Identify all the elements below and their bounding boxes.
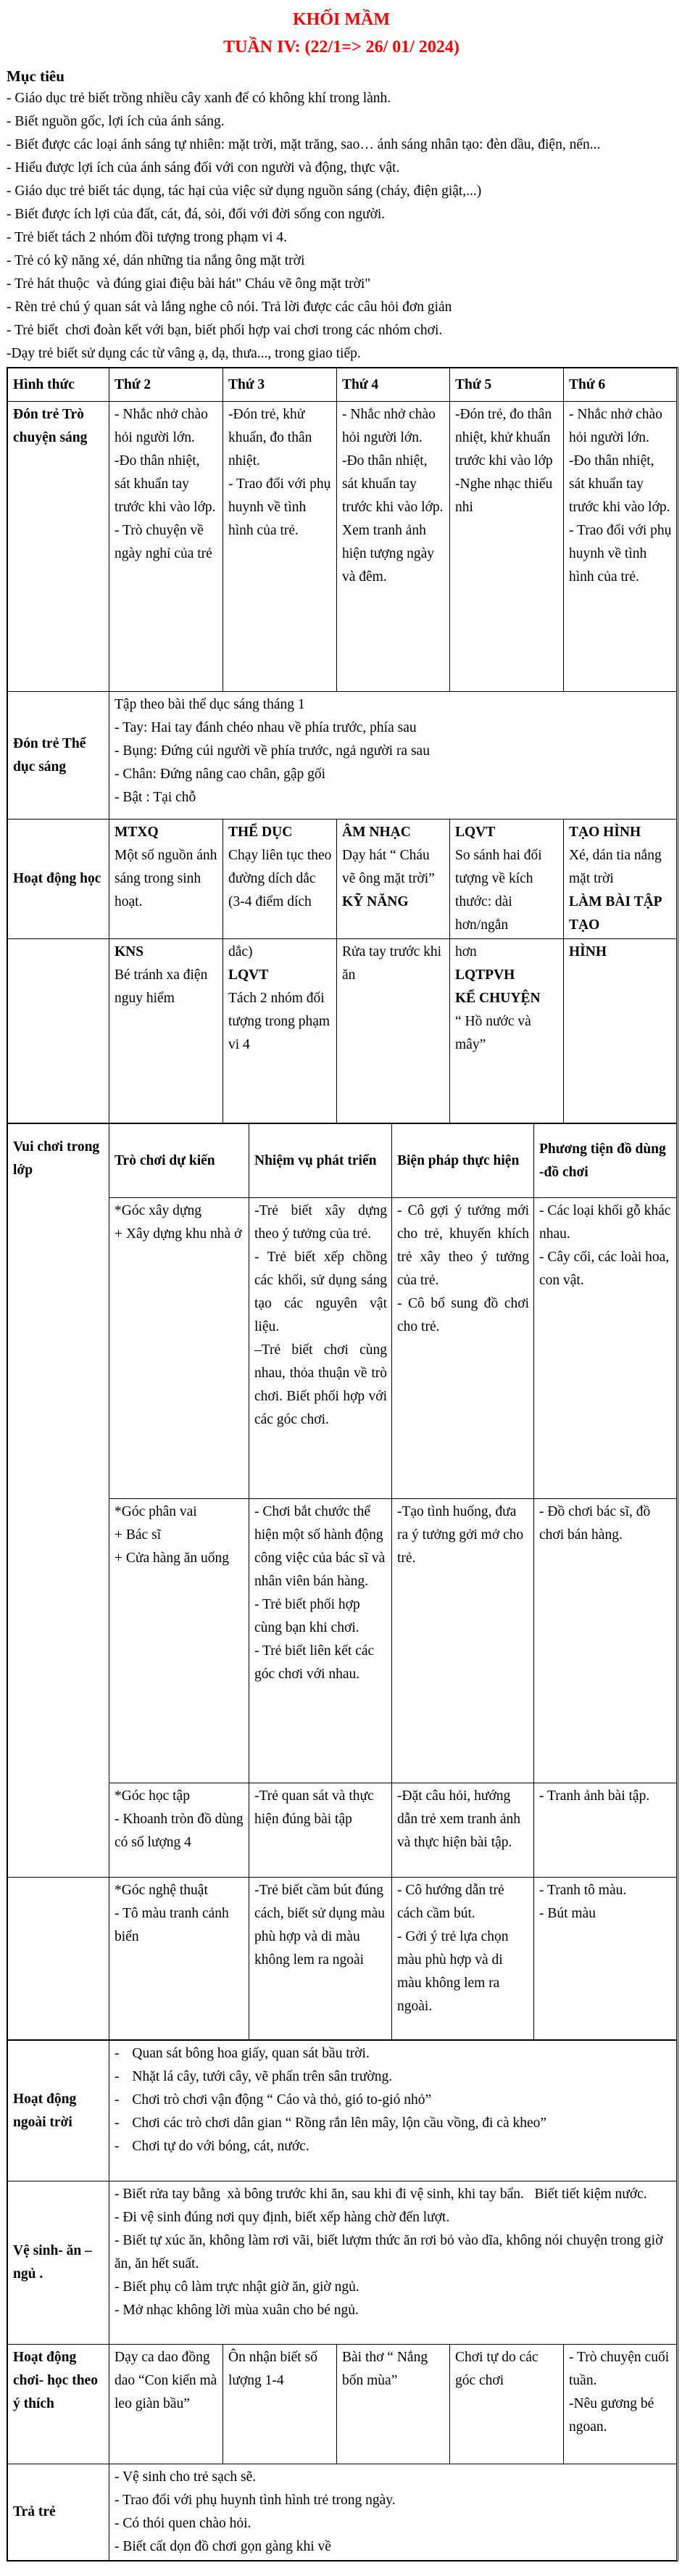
- cell-ht-phuong-tien: [534, 1783, 677, 1878]
- bottom-sections-table: [7, 2040, 677, 2561]
- text-line: - Biết rửa tay bằng xà bông trước khi ăn, sau khi đi vệ sinh, khi tay bẩn. Biết tiết kiệm nước.: [115, 2187, 647, 2202]
- label-vui-choi-trong-lop: Vui chơi trong lớp: [8, 1124, 109, 1878]
- text-line: - Biết tự xúc ăn, không làm rơi vãi, biết lượm thức ăn rơi bỏ vào dĩa, không nói chuyện trong giờ ăn, ăn hết suất.: [115, 2233, 667, 2271]
- text-line: -Dạy trẻ biết sử dụng các từ vâng ạ, dạ, thưa..., trong giao tiếp.: [7, 346, 361, 361]
- cell-ngoai-troi-content: [109, 2041, 677, 2181]
- goals-list: [7, 87, 676, 366]
- header-thu5: Thứ 5: [450, 368, 564, 402]
- text-line: - Mở nhạc không lời mùa xuân cho bé ngủ.: [115, 2303, 359, 2318]
- text-line: -Trẻ biết xây dựng theo ý tưởng của trẻ.: [254, 1203, 391, 1242]
- text-line: - Khoanh tròn đồ dùng có số lượng 4: [115, 1812, 247, 1850]
- goals-heading: Mục tiêu: [7, 67, 65, 85]
- text-line: Bài thơ “ Nắng bốn mùa”: [342, 2350, 431, 2388]
- row-hoat-dong-hoc-2: [8, 939, 677, 1123]
- text-line: - Nhắc nhở chào hỏi người lớn.: [342, 407, 439, 445]
- text-line: - Chơi trò chơi vận động “ Cáo và thỏ, gió to-gió nhỏ”: [115, 2092, 432, 2108]
- cell-hoc1-thu4: [337, 820, 450, 939]
- cell-xd-bien-phap: [392, 1198, 534, 1499]
- text-line: - Trẻ biết liên kết các góc chơi với nhau.: [254, 1643, 378, 1682]
- text-line: Xem tranh ảnh hiện tượng ngày và đêm.: [342, 523, 438, 585]
- label-hoat-dong-hoc: Hoạt động học: [8, 820, 109, 939]
- text-line: - Đồ chơi bác sĩ, đồ chơi bán hàng.: [539, 1504, 654, 1543]
- cell-hoc1-thu6: [564, 820, 677, 939]
- cell-ht-tro-choi: [109, 1783, 249, 1878]
- text-line: Dạy ca dao đồng dao “Con kiến mà leo giàn bầu”: [115, 2350, 221, 2411]
- text-line: Rửa tay trước khi ăn: [342, 944, 445, 983]
- cell-choi-hoc-thu5: [450, 2345, 564, 2464]
- text-line: hơn: [455, 944, 477, 959]
- text-line: - Nhắc nhở chào hỏi người lớn.: [115, 407, 212, 445]
- text-line: –Trẻ biết chơi cùng nhau, thỏa thuận về trò chơi. Biết phối hợp với các góc chơi.: [254, 1342, 391, 1427]
- label-choi-hoc-y-thich: Hoạt động chơi- học theo ý thích: [8, 2345, 109, 2464]
- weekday-header-row: [8, 368, 677, 402]
- text-line: - Giáo dục trẻ biết trồng nhiều cây xanh để có không khí trong lành.: [7, 91, 391, 106]
- text-line: - Cô bổ sung đồ chơi cho trẻ.: [397, 1296, 533, 1334]
- text-line: -Nêu gương bé ngoan.: [569, 2396, 658, 2435]
- row-ve-sinh-an-ngu: [8, 2181, 677, 2345]
- cell-pv-nhiem-vu: [249, 1499, 392, 1783]
- text-line: HÌNH: [569, 944, 607, 959]
- header-phuong-tien-do-dung: Phương tiện đồ dùng -đồ chơi: [534, 1124, 677, 1198]
- text-line: Ôn nhận biết số lượng 1-4: [228, 2350, 321, 2388]
- text-line: dắc): [228, 944, 253, 959]
- text-line: KỂ CHUYỆN: [455, 991, 541, 1006]
- text-line: - Trao đổi với phụ huynh về tình hình của trẻ.: [569, 523, 675, 585]
- text-line: - Vệ sinh cho trẻ sạch sẽ.: [115, 2469, 257, 2485]
- text-line: Một số nguồn ánh sáng trong sinh hoạt.: [115, 848, 221, 909]
- text-line: - Biết được ích lợi của đất, cát, đá, sỏi, đối với đời sống con người.: [7, 207, 386, 222]
- text-line: - Chân: Đứng nâng cao chân, gập gối: [115, 767, 326, 782]
- text-line: - Trò chuyện về ngày nghỉ của trẻ: [115, 523, 212, 561]
- label-hoat-dong-ngoai-troi: Hoạt động ngoài trời: [8, 2041, 109, 2181]
- cell-nt-nhiem-vu: [249, 1878, 392, 2040]
- text-line: KNS: [115, 944, 144, 959]
- text-line: Chơi tự do các góc chơi: [455, 2350, 542, 2388]
- text-line: - Chơi các trò chơi dân gian “ Rồng rắn lên mây, lộn cầu vồng, đi cà kheo”: [115, 2115, 547, 2131]
- text-line: - Trẻ biết tách 2 nhóm đồi tượng trong phạm vi 4.: [7, 230, 288, 245]
- label-the-duc-sang: Đón trẻ Thể dục sáng: [8, 692, 109, 820]
- text-line: + Cửa hàng ăn uống: [115, 1551, 230, 1566]
- cell-hoc2-thu3: [223, 939, 337, 1123]
- label-hoat-dong-hoc-empty: [8, 939, 109, 1123]
- text-line: - Trao đổi với phụ huynh tình hình trẻ trong ngày.: [115, 2493, 396, 2508]
- text-line: - Rèn trẻ chú ý quan sát và lắng nghe cô nói. Trả lời được các câu hỏi đơn giản: [7, 300, 452, 315]
- cell-don-tre-thu5: [450, 402, 564, 692]
- page-title: KHỐI MẦM: [293, 10, 390, 29]
- main-schedule-table: [7, 368, 677, 1123]
- weekly-plan-table: [7, 367, 678, 2561]
- cell-don-tre-thu2: [109, 402, 223, 692]
- text-line: - Quan sát bông hoa giấy, quan sát bầu trời.: [115, 2046, 370, 2061]
- cell-pv-tro-choi: [109, 1499, 249, 1783]
- text-line: - Trẻ biết xếp chồng các khối, sử dụng sáng tạo các nguyên vật liệu.: [254, 1250, 391, 1334]
- text-line: - Tay: Hai tay đánh chéo nhau về phía trước, phía sau: [115, 720, 417, 735]
- text-line: Tách 2 nhóm đối tượng trong phạm vi 4: [228, 991, 333, 1052]
- text-line: - Nhặt lá cây, tưới cây, vẽ phấn trên sân trường.: [115, 2069, 393, 2084]
- cell-nt-bien-phap: [392, 1878, 534, 2040]
- text-line: *Góc phân vai: [115, 1504, 197, 1519]
- text-line: LQVT: [228, 967, 269, 983]
- label-don-tre-tro-chuyen: Đón trẻ Trò chuyện sáng: [8, 402, 109, 692]
- text-line: - Bụng: Đứng cúi người về phía trước, ngả người ra sau: [115, 743, 430, 759]
- label-ve-sinh-an-ngu: Vệ sinh- ăn –ngủ .: [8, 2181, 109, 2345]
- text-line: -Đón trẻ, đo thân nhiệt, khử khuẩn trước khi vào lớp: [455, 407, 556, 468]
- cell-nt-phuong-tien: [534, 1878, 677, 2040]
- text-line: + Bác sĩ: [115, 1527, 162, 1543]
- cell-choi-hoc-thu6: [564, 2345, 677, 2464]
- text-line: - Các loại khối gỗ khác nhau.: [539, 1203, 675, 1242]
- cell-ve-sinh-content: [109, 2181, 677, 2345]
- row-the-duc-sang: [8, 692, 677, 820]
- header-nhiem-vu-phat-trien: Nhiệm vụ phát triển: [249, 1124, 392, 1198]
- cell-pv-bien-phap: [392, 1499, 534, 1783]
- cell-don-tre-thu3: [223, 402, 337, 692]
- cell-xd-tro-choi: [109, 1198, 249, 1499]
- cell-hoc1-thu2: [109, 820, 223, 939]
- text-line: -Trẻ biết cầm bút đúng cách, biết sử dụng màu phù hợp và di màu không lem ra ngoài: [254, 1883, 388, 1968]
- text-line: Dạy hát “ Cháu vẽ ông mặt trời”: [342, 848, 435, 886]
- cell-the-duc-sang-content: [109, 692, 677, 820]
- text-line: -Trẻ quan sát và thực hiện đúng bài tập: [254, 1788, 378, 1827]
- text-line: THỂ DỤC: [228, 825, 293, 840]
- text-line: - Giáo dục trẻ biết tác dụng, tác hại của việc sử dụng nguồn sáng (cháy, điện giật,...): [7, 183, 482, 199]
- text-line: - Cô gợi ý tưởng mới cho trẻ, khuyến khích trẻ xây theo ý tưởng của trẻ.: [397, 1203, 533, 1288]
- text-line: - Tranh tô màu.: [539, 1883, 627, 1898]
- row-goc-nghe-thuat: [8, 1878, 677, 2040]
- text-line: Tập theo bài thể dục sáng tháng 1: [115, 697, 305, 712]
- text-line: - Trẻ biết chơi đoàn kết với bạn, biết phối hợp vai chơi trong các nhóm chơi.: [7, 323, 443, 338]
- text-line: -Tạo tình huống, đưa ra ý tưởng gởi mở cho trẻ.: [397, 1504, 528, 1566]
- text-line: - Biết được các loại ánh sáng tự nhiên: mặt trời, mặt trăng, sao… ánh sáng nhân tạo: đèn dầu, điện, nến...: [7, 137, 601, 152]
- text-line: - Cô hướng dẫn trẻ cách cầm bút.: [397, 1883, 508, 1921]
- text-line: - Cây cối, các loài hoa, con vật.: [539, 1250, 673, 1288]
- text-line: - Nhắc nhở chào hỏi người lớn.: [569, 407, 666, 445]
- text-line: - Đi vệ sinh đúng nơi quy định, biết xếp hàng chờ đến lượt.: [115, 2210, 450, 2225]
- vui-choi-header-row: [8, 1124, 677, 1198]
- text-line: TẠO HÌNH: [569, 825, 641, 840]
- header-bien-phap-thuc-hien: Biện pháp thực hiện: [392, 1124, 534, 1198]
- text-line: *Góc nghệ thuật: [115, 1883, 208, 1898]
- text-line: -Đo thân nhiệt, sát khuẩn tay trước khi vào lớp.: [115, 453, 216, 515]
- text-line: So sánh hai đối tượng về kích thước: dài hơn/ngắn: [455, 848, 546, 933]
- text-line: - Gởi ý trẻ lựa chọn màu phù hợp và di màu không lem ra ngoài.: [397, 1929, 512, 2014]
- text-line: - Trao đổi với phụ huynh về tình hình của trẻ.: [228, 476, 335, 538]
- text-line: - Tô màu tranh cảnh biển: [115, 1906, 233, 1944]
- text-line: -Đón trẻ, khử khuẩn, đo thân nhiệt.: [228, 407, 316, 468]
- text-line: + Xây dựng khu nhà ở: [115, 1226, 242, 1242]
- text-line: Xé, dán tia nắng mặt trời: [569, 848, 665, 886]
- row-tra-tre: [8, 2464, 677, 2561]
- text-line: - Trẻ hát thuộc và đúng giai điệu bài hát" Cháu vẽ ông mặt trời": [7, 276, 371, 292]
- text-line: MTXQ: [115, 825, 159, 840]
- text-line: - Biết phụ cô làm trực nhật giờ ăn, giờ ngủ.: [115, 2279, 359, 2295]
- cell-hoc1-thu5: [450, 820, 564, 939]
- cell-nt-tro-choi: [109, 1878, 249, 2040]
- text-line: -Đặt câu hỏi, hướng dẫn trẻ xem tranh ảnh và thực hiện bài tập.: [397, 1788, 524, 1850]
- text-line: - Trò chuyện cuối tuần.: [569, 2350, 673, 2388]
- text-line: - Trẻ biết phối hợp cùng bạn khi chơi.: [254, 1597, 364, 1635]
- text-line: - Biết cất dọn đồ chơi gọn gàng khi về: [115, 2539, 331, 2554]
- header-thu2: Thứ 2: [109, 368, 223, 402]
- cell-pv-phuong-tien: [534, 1499, 677, 1783]
- header-tro-choi-du-kien: Trò chơi dự kiến: [109, 1124, 249, 1198]
- cell-choi-hoc-thu2: [109, 2345, 223, 2464]
- cell-xd-phuong-tien: [534, 1198, 677, 1499]
- cell-ht-nhiem-vu: [249, 1783, 392, 1878]
- text-line: Chạy liên tục theo đường dích dắc (3-4 điểm dích: [228, 848, 336, 909]
- text-line: LQVT: [455, 825, 496, 840]
- cell-ht-bien-phap: [392, 1783, 534, 1878]
- text-line: - Chơi tự do với bóng, cát, nước.: [115, 2139, 309, 2154]
- cell-hoc2-thu4: [337, 939, 450, 1123]
- text-line: KỸ NĂNG: [342, 894, 409, 909]
- row-choi-hoc-y-thich: [8, 2345, 677, 2464]
- cell-choi-hoc-thu3: [223, 2345, 337, 2464]
- text-line: - Hiểu được lợi ích của ánh sáng đối với con người và động, thực vật.: [7, 160, 400, 176]
- row-hoat-dong-hoc-1: [8, 820, 677, 939]
- text-line: - Bật : Tại chỗ: [115, 790, 196, 805]
- cell-hoc2-thu6: [564, 939, 677, 1123]
- text-line: - Biết nguồn gốc, lợi ích của ánh sáng.: [7, 114, 225, 129]
- text-line: Bé tránh xa điện nguy hiểm: [115, 967, 212, 1006]
- cell-xd-nhiem-vu: [249, 1198, 392, 1499]
- text-line: - Tranh ảnh bài tập.: [539, 1788, 650, 1804]
- text-line: ÂM NHẠC: [342, 825, 411, 840]
- cell-don-tre-thu6: [564, 402, 677, 692]
- row-don-tre-tro-chuyen: [8, 402, 677, 692]
- text-line: *Góc học tập: [115, 1788, 190, 1804]
- cell-tra-tre-content: [109, 2464, 677, 2561]
- text-line: LÀM BÀI TẬP TẠO: [569, 894, 665, 933]
- label-goc-nghe-thuat-empty: [8, 1878, 109, 2040]
- label-tra-tre: Trả trẻ: [8, 2464, 109, 2561]
- text-line: LQTPVH: [455, 967, 515, 983]
- text-line: - Chơi bắt chước thể hiện một số hành động công việc của bác sĩ và nhân viên bán hàng.: [254, 1504, 389, 1589]
- text-line: -Đo thân nhiệt, sát khuẩn tay trước khi vào lớp.: [342, 453, 444, 515]
- text-line: *Góc xây dựng: [115, 1203, 201, 1218]
- header-thu4: Thứ 4: [337, 368, 450, 402]
- text-line: -Đo thân nhiệt, sát khuẩn tay trước khi vào lớp.: [569, 453, 670, 515]
- text-line: “ Hồ nước và mây”: [455, 1014, 535, 1052]
- header-hinh-thuc: Hình thức: [8, 368, 109, 402]
- text-line: -Nghe nhạc thiếu nhi: [455, 476, 557, 515]
- text-line: - Trẻ có kỹ năng xé, dán những tia nắng ông mặt trời: [7, 253, 305, 268]
- week-subtitle: TUẦN IV: (22/1=> 26/ 01/ 2024): [223, 38, 459, 57]
- text-line: - Bút màu: [539, 1906, 596, 1921]
- cell-hoc1-thu3: [223, 820, 337, 939]
- cell-don-tre-thu4: [337, 402, 450, 692]
- header-thu6: Thứ 6: [564, 368, 677, 402]
- cell-hoc2-thu2: [109, 939, 223, 1123]
- text-line: - Có thói quen chào hỏi.: [115, 2516, 251, 2531]
- vui-choi-table: [7, 1123, 677, 2040]
- cell-choi-hoc-thu4: [337, 2345, 450, 2464]
- row-hoat-dong-ngoai-troi: [8, 2041, 677, 2181]
- cell-hoc2-thu5: [450, 939, 564, 1123]
- header-thu3: Thứ 3: [223, 368, 337, 402]
